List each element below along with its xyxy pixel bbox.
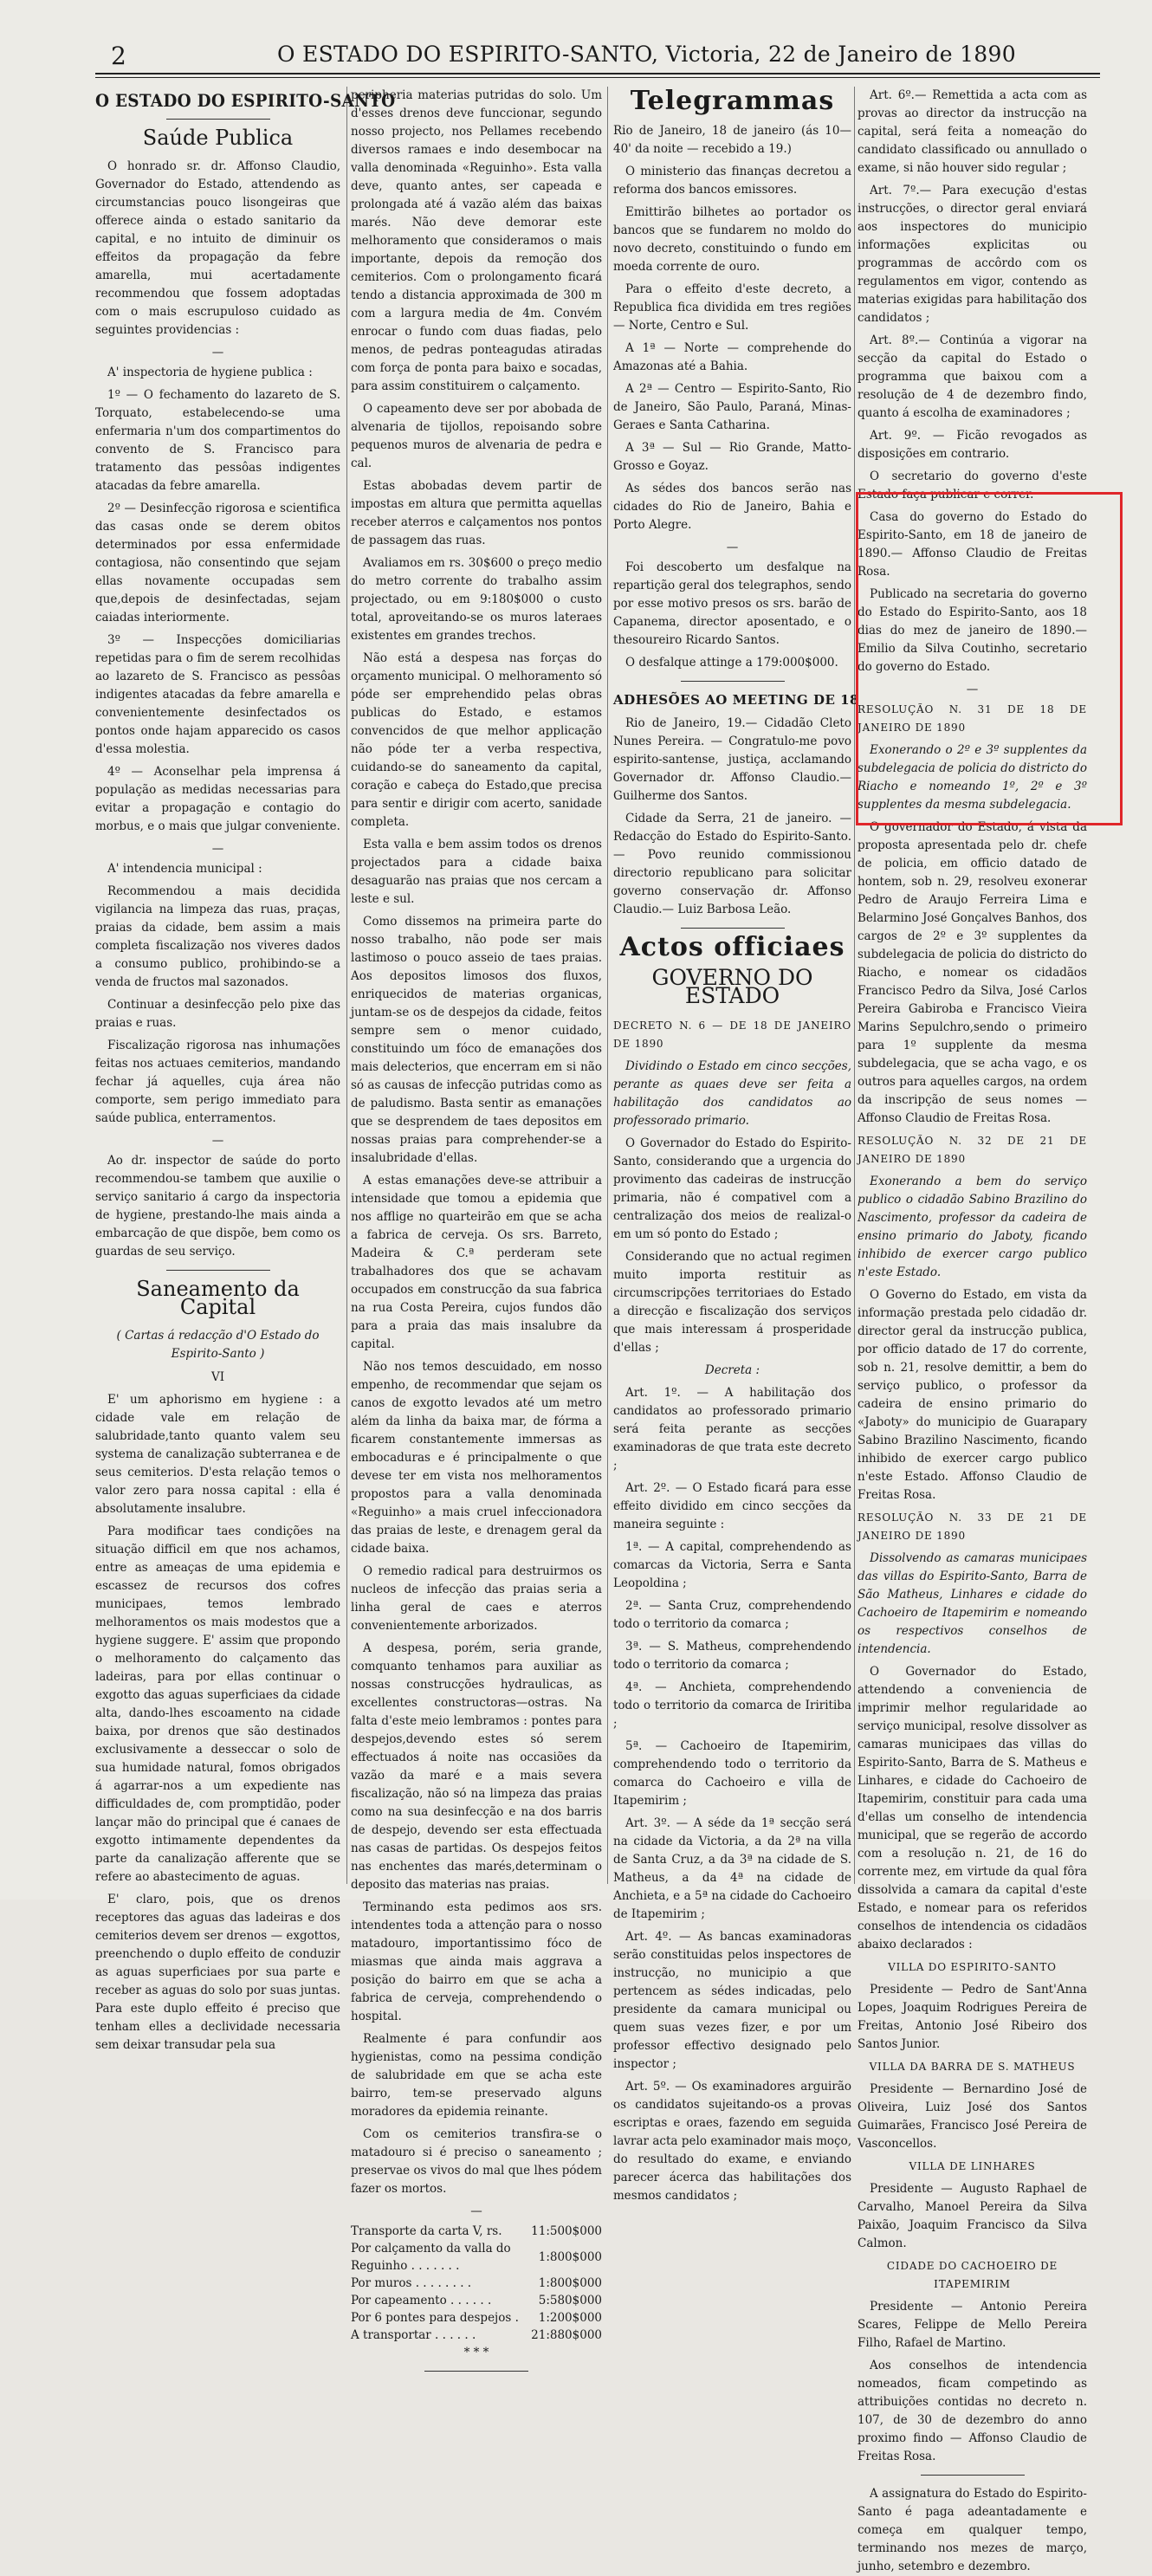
- article: Art. 5º. — Os examinadores arguirão os candidatos sujeitando-os a provas escriptas e oraes, fazendo em seguida lavrar acta pelo examinador mais moço, do resultado do exame, e enviando parecer ácerca das habilitações dos mesmos candidatos ;: [613, 2080, 851, 2203]
- paragraph: A despesa, porém, seria grande, comquanto tenhamos para auxiliar as nossas construcções hydraulicas, as excellentes constructoras—ostras. Na falta d'este meio lembramos : pontes para despejos,devendo estes só serem effectuados á noite nas occasiões da vazão da maré e a mais severa fiscalização, não só na limpeza das praias como na sua desinfecção e na dos barris de despejo, devendo ser esta effectuada nas casas de partidas. Os despejos feitos nas enchentes das marés,determinam o deposito das materias nas praias.: [351, 1641, 602, 1892]
- paragraph: O secretario do governo d'este Estado faça publicar e correr.: [858, 469, 1087, 502]
- column-2: [351, 87, 602, 2359]
- section-title: Actos officiaes: [619, 932, 845, 962]
- list-item: 2ª. — Santa Cruz, comprehendendo todo o territorio da comarca ;: [613, 1599, 851, 1631]
- list-item: 5ª. — Cachoeiro de Itapemirim, comprehendendo todo o territorio da comarca do Cachoeiro e villa de Itapemirim ;: [613, 1739, 851, 1808]
- table-row: [351, 2309, 602, 2327]
- paragraph: 4º — Aconselhar pela imprensa á população as medidas necessarias para evitar a propagação e contagio do morbus, e o mais que julgar conveniente.: [95, 765, 340, 833]
- ledger-value: 1:800$000: [538, 2276, 602, 2290]
- list-item: 1ª. — A capital, comprehendendo as comarcas da Victoria, Serra e Santa Leopoldina ;: [613, 1540, 851, 1590]
- divider: —: [211, 346, 224, 359]
- section-title: Telegrammas: [630, 86, 835, 116]
- divider: —: [470, 2204, 482, 2218]
- list-item: 4ª. — Anchieta, comprehendendo todo o territorio da comarca de Iriritiba ;: [613, 1680, 851, 1731]
- masthead: O ESTADO DO ESPIRITO-SANTO, Victoria, 22 de Janeiro de 1890: [277, 42, 1016, 67]
- section-title: Saneamento da Capital: [136, 1277, 300, 1319]
- list-item: 3ª. — S. Matheus, comprehendendo todo o territorio da comarca ;: [613, 1640, 851, 1672]
- paragraph: O Governo do Estado, em vista da informação prestada pelo cidadão dr. director geral da instrucção publica, por officio datado de 17 do corrente, sob n. 21, resolve demittir, a bem do serviço publico, o professor da cadeira de ensino primario do «Jaboty» do municipio de Guarapary Sabino Brazilino Nascimento, ficando inhibido de exercer cargo publico n'este Estado. Affonso Claudio de Freitas Rosa.: [858, 1288, 1087, 1502]
- paragraph: O Governador do Estado do Espirito-Santo, considerando que a urgencia do provimento das cadeiras de instrucção primaria, não é compativel com a centralização dos meios de realizal-o em um só ponto do Estado ;: [613, 1136, 851, 1241]
- ledger-value: 11:500$000: [531, 2224, 602, 2238]
- ledger-label: Por muros . . . . . . . .: [351, 2276, 472, 2290]
- paragraph: Foi descoberto um desfalque na repartição geral dos telegraphos, sendo por esse motivo presos os srs. barão de Capanema, director aposentado, e o thesoureiro Ricardo Santos.: [613, 560, 851, 647]
- paragraph: E' claro, pois, que os drenos receptores das aguas das ladeiras e dos cemiterios devem ser drenos — exgottos, preenchendo o duplo effeito de conduzir as aguas superficiaes por sua parte e receber as aguas do solo por suas juntas. Para este duplo effeito é preciso que tenham elles a declividade necessaria sem deixar transudar pela sua: [95, 1893, 340, 2052]
- decree-label: Decreta :: [704, 1363, 760, 1377]
- ledger-label: Por calçamento da valla do Reguinho . . . . . . .: [351, 2242, 511, 2273]
- stars-separator: * * *: [463, 2346, 489, 2359]
- paragraph: Para modificar taes condições na situação difficil em que nos achamos, entre as ameaças de uma epidemia e escassez de recursos dos cofres municipaes, temos lembrado melhoramentos os mais modestos que a hygiene suggere. E' assim que propondo o melhoramento do calçamento das ladeiras, para por ellas continuar o exgotto das aguas superficiaes da cidade alta, dando-lhes escoamento na cidade baixa, por drenos que são destinados exclusivamente a desseccar o solo de sua humidade natural, fomos obrigados á agarrar-nos a um expediente nas difficuldades de, com promptidão, poder lançar mão do principal que é canaes de exgotto intimamente dependentes da parte da canalização afferente que se refere ao abastecimento de aguas.: [95, 1524, 340, 1884]
- paragraph: A' inspectoria de hygiene publica :: [107, 366, 313, 379]
- ledger-value: 5:580$000: [538, 2294, 602, 2307]
- paragraph: A assignatura do Estado do Espirito-Santo é paga adeantadamente e começa em qualquer tempo, terminando nos mezes de março, junho, setembro e dezembro.: [858, 2487, 1087, 2573]
- column-4: [858, 87, 1087, 2573]
- paragraph: Terminando esta pedimos aos srs. intendentes toda a attenção para o nosso matadouro, importantissimo fóco de miasmas que ainda mais aggrava a posição do bairro em que se acha a fabrica de cerveja, comprehendendo o hospital.: [351, 1900, 602, 2023]
- paragraph: E' um aphorismo em hygiene : a cidade vale em relação de salubridade,tanto quanto valem seu systema de canalização subterranea e de seus cemiterios. D'esta relação temos o valor zero para nossa capital : ella é absolutamente insalubre.: [95, 1393, 340, 1516]
- paper-title: O ESTADO DO ESPIRITO-SANTO: [95, 90, 396, 111]
- decree-summary: Dividindo o Estado em cinco secções, perante as quaes deve ser feita a habilitação dos candidatos ao professorado primario.: [613, 1059, 851, 1128]
- page-header: [95, 38, 1091, 73]
- resolution-heading: RESOLUÇÃO N. 33 DE 21 DE JANEIRO DE 1890: [858, 1511, 1087, 1542]
- resolution-summary: Exonerando a bem do serviço publico o cidadão Sabino Brazilino do Nascimento, professor da cadeira de ensino primario do Jaboty, ficando inhibido de exercer cargo publico n'este Estado.: [858, 1175, 1087, 1279]
- paragraph: Como dissemos na primeira parte do nosso trabalho, não pode ser mais lastimoso o pouco asseio de taes praias. Aos depositos limosos dos fluxos, enriquecidos de materias organicas, juntam-se os de despejos da cidade, feitos sempre sem o menor cuidado, constituindo um fóco de emanações dos mais delecterios, que encerram em si não só as causas de infecção putridas como as de paludismo. Basta sentir as emanações que se desprendem de taes depositos em nossas praias para comprehender-se a insalubridade d'ellas.: [351, 915, 602, 1165]
- paragraph: A' intendencia municipal :: [107, 862, 262, 876]
- divider: [681, 928, 785, 929]
- paragraph: O Governador do Estado, attendendo a conveniencia de imprimir melhor regularidade ao serviço municipal, resolve dissolver as camaras municipaes das villas do Espirito-Santo, Barra de S. Matheus e Linhares, e cidade do Cachoeiro de Itapemirim, constituir para cada uma d'ellas um conselho de intendencia municipal, que se regerão de accordo com a resolução n. 21, de 16 do corrente mez, em virtude da qual fôra dissolvida a camara da capital d'este Estado, e nomear para os referidos conselhos de intendencia os cidadãos abaixo declarados :: [858, 1665, 1087, 1951]
- paragraph: As sédes dos bancos serão nas cidades do Rio de Janeiro, Bahia e Porto Alegre.: [613, 482, 851, 532]
- ledger-label: Transporte da carta V, rs.: [351, 2224, 502, 2238]
- resolution-heading: RESOLUÇÃO N. 31 DE 18 DE JANEIRO DE 1890: [858, 703, 1087, 734]
- paragraph: Rio de Janeiro, 19.— Cidadão Cleto Nunes Pereira. — Congratulo-me povo espirito-santense, justiça, acclamando Governador dr. Affonso Claudio.— Guilherme dos Santos.: [613, 716, 851, 803]
- paragraph: Recommendou a mais decidida vigilancia na limpeza das ruas, praças, praias da cidade, bem assim a mais completa fiscalização nos viveres dados a consumo publico, prohibindo-se a venda de fructos mal sazonados.: [95, 884, 340, 989]
- paragraph: A estas emanações deve-se attribuir a intensidade que tomou a epidemia que nos afflige no quarteirão em que se acha a fabrica de cerveja. Os srs. Barreto, Madeira & C.ª perderam sete trabalhadores dos que se achavam occupados em construcção da sua fabrica na rua Costa Pereira, cujos fundos dão para a praia das mais insalubre da capital.: [351, 1174, 602, 1351]
- table-row: [351, 2240, 602, 2275]
- article: Art. 9º. — Ficão revogados as disposições em contrario.: [858, 429, 1087, 461]
- ledger-label: Por capeamento . . . . . .: [351, 2294, 492, 2307]
- divider: —: [211, 1134, 224, 1148]
- paragraph: A 3ª — Sul — Rio Grande, Matto-Grosso e Goyaz.: [613, 441, 851, 473]
- paragraph: Casa do governo do Estado do Espirito-Santo, em 18 de janeiro de 1890.— Affonso Claudio de Freitas Rosa.: [858, 510, 1087, 579]
- decree-heading: DECRETO N. 6 — DE 18 DE JANEIRO DE 1890: [613, 1019, 851, 1050]
- highlight-box: [856, 492, 1123, 825]
- roman-numeral: VI: [210, 1370, 225, 1384]
- paragraph: A 2ª — Centro — Espirito-Santo, Rio de Janeiro, São Paulo, Paraná, Minas-Geraes e Santa Catharina.: [613, 382, 851, 432]
- article: Art. 4º. — As bancas examinadoras serão constituidas pelos inspectores de instrucção, no municipio a que pertencem as sédes indicadas, pelo presidente da camara municipal ou quem suas vezes fizer, e por um professor effectivo designado pelo inspector ;: [613, 1930, 851, 2071]
- section-subtitle: GOVERNO DO ESTADO: [651, 965, 813, 1008]
- paragraph: Não nos temos descuidado, em nosso empenho, de recommendar que sejam os canos de exgotto levados até um metro além da linha da baixa mar, de fórma a ficarem constantemente immersas as embocaduras e é principalmente o que devese ter em vista nos melhoramentos propostos para a valla denominada «Reguinho» a mais cruel infeccionadora das praias de leste, e drenagem geral da cidade baixa.: [351, 1360, 602, 1556]
- paragraph: Avaliamos em rs. 30$600 o preço medio do metro corrente do trabalho assim projectado, ou em 9:180$000 o custo total, aproveitando-se os muros lateraes existentes em grandes trechos.: [351, 556, 602, 643]
- paragraph: peripheria materias putridas do solo. Um d'esses drenos deve funccionar, segundo nosso projecto, nos Pellames recebendo diversos ramaes e indo desembocar na valla denominada «Reguinho». Esta valla deve, quanto antes, ser capeada e prolongada até á vazão além das baixas marés. Não deve demorar este melhoramento que consideramos o mais importante, depois da remoção dos cemiterios. Com o prolongamento ficará tendo a distancia approximada de 300 m com a largura media de 4m. Convém enrocar o fundo com duas fiadas, pelo menos, de pedras ponteagudas atiradas com força de ponta para baixo e socadas, para assim constituirem o calçamento.: [351, 88, 602, 393]
- caption: ( Cartas á redacção d'O Estado do Espirito-Santo ): [116, 1329, 320, 1361]
- divider: [921, 2475, 1025, 2476]
- paragraph: Não está a despesa nas forças do orçamento municipal. O melhoramento só póde ser emprehendido pelas obras publicas do Estado, e estamos convencidos de que melhor applicação não póde ter a verba respectiva, cuidando-se do saneamento da capital, coração e cabeça do Estado,que precisa para sentir e dirigir com acerto, sanidade completa.: [351, 651, 602, 829]
- ledger-table: [351, 2223, 602, 2344]
- article: Art. 7º.— Para execução d'estas instrucções, o director geral enviará aos inspectores do municipio informações explicitas ou programmas de accôrdo com os regulamentos em vigor, contendo as materias exigidas para habilitação dos candidatos ;: [858, 184, 1087, 325]
- ledger-value: 21:880$000: [531, 2328, 602, 2342]
- header-rule-thin: [95, 77, 1100, 78]
- paragraph: Fiscalização rigorosa nas inhumações feitas nos actuaes cemiterios, mandando fechar já aquelles, cuja área não comporte, sem perigo immediato para saúde publica, enterramentos.: [95, 1039, 340, 1125]
- council-heading: VILLA DA BARRA DE S. MATHEUS: [869, 2061, 1076, 2073]
- table-row: [351, 2327, 602, 2344]
- paragraph: Presidente — Bernardino José de Oliveira, Luiz José dos Santos Guimarães, Francisco José Pereira de Vasconcellos.: [858, 2082, 1087, 2151]
- paragraph: Emittirão bilhetes ao portador os bancos que se fundarem no moldo do novo decreto, constituindo o fundo em moeda corrente de ouro.: [613, 205, 851, 274]
- article: Art. 1º. — A habilitação dos candidatos ao professorado primario será feita perante as secções examinadoras de que trata este decreto ;: [613, 1386, 851, 1472]
- paragraph: Presidente — Pedro de Sant'Anna Lopes, Joaquim Rodrigues Pereira de Freitas, Antonio José Ribeiro dos Santos Junior.: [858, 1983, 1087, 2051]
- telegram-heading: Rio de Janeiro, 18 de janeiro (ás 10—40' da noite — recebido a 19.): [613, 124, 851, 156]
- paragraph: 3º — Inspecções domiciliarias repetidas para o fim de serem recolhidas ao lazareto de S. Francisco as pessôas indigentes atacadas da febre amarella e convenientemente desinfectados os pontos onde hajam apparecido os casos d'essa molestia.: [95, 633, 340, 756]
- council-heading: CIDADE DO CACHOEIRO DE ITAPEMIRIM: [886, 2260, 1058, 2290]
- column-3: [613, 86, 859, 2203]
- paragraph: O governador do Estado, á vista da proposta apresentada pelo dr. chefe de policia, em officio datado de hontem, sob n. 29, resolveu exonerar Pedro de Araujo Ferreira Lima e Belarmino José Gonçalves Banhos, dos cargos de 2º e 3º supplentes da subdelegacia de policia do districto do Riacho, e nomear os cidadãos Francisco Pedro da Silva, José Carlos Pereira Gabiroba e Francisco Vieira Marins Sepulchro,sendo o primeiro para 1º supplente da mesma subdelegacia, que se acha vago, e os outros para aquelles cargos, na ordem da inscripção de seus nomes — Affonso Claudio de Freitas Rosa.: [858, 820, 1087, 1125]
- article: Art. 6º.— Remettida a acta com as provas ao director da instrucção na capital, será feita a nomeação do candidato classificado ou annullado o exame, si não houver sido regular ;: [858, 88, 1087, 175]
- paragraph: Publicado na secretaria do governo do Estado do Espirito-Santo, aos 18 dias do mez de janeiro de 1890.— Emilio da Silva Coutinho, secretario do governo do Estado.: [858, 587, 1087, 674]
- divider: [166, 1270, 270, 1272]
- table-row: [351, 2292, 602, 2309]
- column-divider: [607, 87, 608, 1884]
- ledger-value: 1:800$000: [538, 2250, 602, 2264]
- paragraph: Realmente é para confundir aos hygienistas, como na pessima condição de salubridade em que se acha este bairro, tem-se preservado alguns moradores da epidemia reinante.: [351, 2032, 602, 2119]
- resolution-summary: Dissolvendo as camaras municipaes das villas do Espirito-Santo, Barra de São Matheus, Linhares e cidade do Cachoeiro de Itapemirim e nomeando os respectivos conselhos de intendencia.: [858, 1551, 1087, 1656]
- paragraph: Com os cemiterios transfira-se o matadouro si é preciso o saneamento ; preservae os vivos do mal que lhes pódem fazer os mortos.: [351, 2127, 602, 2196]
- ledger-label: Por 6 pontes para despejos .: [351, 2311, 519, 2325]
- paragraph: Estas abobadas devem partir de impostas em altura que permitta aquellas receber aterros e calçamentos nos pontos de passagem das ruas.: [351, 479, 602, 547]
- council-heading: VILLA DO ESPIRITO-SANTO: [888, 1961, 1057, 1973]
- paragraph: 1º — O fechamento do lazareto de S. Torquato, estabelecendo-se uma enfermaria n'um dos compartimentos do convento de S. Francisco para tratamento das pessôas indigentes atacadas da febre amarella.: [95, 388, 340, 493]
- header-rule: [95, 73, 1100, 74]
- paragraph: Cidade da Serra, 21 de janeiro. — Redacção do Estado do Espirito-Santo. — Povo reunido commissionou directorio republicano para solicitar governo conservação dr. Affonso Claudio.— Luiz Barbosa Leão.: [613, 812, 851, 916]
- divider: —: [211, 842, 224, 856]
- divider: —: [726, 540, 739, 554]
- section-title: Saúde Publica: [142, 126, 294, 150]
- paragraph: Esta valla e bem assim todos os drenos projectados para a cidade baixa desaguarão nas praias que nos cercam a leste e sul.: [351, 838, 602, 906]
- ledger-label: A transportar . . . . . .: [351, 2328, 476, 2342]
- paragraph: A 1ª — Norte — comprehende do Amazonas até a Bahia.: [613, 341, 851, 373]
- paragraph: Presidente — Antonio Pereira Scares, Felippe de Mello Pereira Filho, Rafael de Martino.: [858, 2300, 1087, 2350]
- column-divider: [346, 87, 347, 1884]
- paragraph: O capeamento deve ser por abobada de alvenaria de tijollos, repoisando sobre pequenos muros de alvenaria de pedra e cal.: [351, 402, 602, 470]
- article: Art. 2º. — O Estado ficará para esse effeito dividido em cinco secções da maneira seguinte :: [613, 1481, 851, 1531]
- paragraph: Aos conselhos de intendencia nomeados, ficam competindo as attribuições contidas no decreto n. 107, de 30 de dezembro do anno proximo findo — Affonso Claudio de Freitas Rosa.: [858, 2359, 1087, 2463]
- paragraph: Para o effeito d'este decreto, a Republica fica dividida em tres regiões — Norte, Centro e Sul.: [613, 282, 851, 333]
- resolution-heading: RESOLUÇÃO N. 32 DE 21 DE JANEIRO DE 1890: [858, 1135, 1087, 1165]
- column-divider: [854, 87, 855, 1884]
- divider: [166, 119, 270, 120]
- article: Art. 3º. — A séde da 1ª secção será na cidade da Victoria, a da 2ª na villa de Santa Cruz, a da 3ª na cidade de S. Matheus, a da 4ª na cidade de Anchieta, e a 5ª na cidade do Cachoeiro de Itapemirim ;: [613, 1816, 851, 1921]
- paragraph: O ministerio das finanças decretou a reforma dos bancos emissores.: [613, 165, 851, 197]
- divider: [681, 681, 785, 683]
- column-1: [95, 87, 396, 2052]
- article: Art. 8º.— Continúa a vigorar na secção da capital do Estado o programma que baixou com a resolução de 4 de dezembro findo, quanto á escolha de examinadores ;: [858, 333, 1087, 420]
- council-heading: VILLA DE LINHARES: [909, 2160, 1036, 2172]
- table-row: [351, 2223, 602, 2240]
- paragraph: O remedio radical para destruirmos os nucleos de infecção das praias seria a linha geral de caes e aterros convenientemente arborizados.: [351, 1564, 602, 1633]
- paragraph: 2º — Desinfecção rigorosa e scientifica das casas onde se derem obitos determinados por essa enfermidade contagiosa, não consentindo que sejam ellas novamente occupadas sem que,depois de desinfectadas, sejam caiadas interiormente.: [95, 502, 340, 625]
- section-heading: ADHESÕES AO MEETING DE 18: [613, 692, 859, 708]
- paragraph: O desfalque attinge a 179:000$000.: [625, 656, 838, 670]
- paragraph: O honrado sr. dr. Affonso Claudio, Governador do Estado, attendendo as circumstancias pouco lisongeiras que offerece ainda o estado sanitario da capital, e no intuito de diminuir os effeitos da propagação da febre amarella, mui acertadamente recommendou que fossem adoptadas com o mais escrupuloso cuidado as seguintes providencias :: [95, 159, 340, 337]
- ledger-value: 1:200$000: [538, 2311, 602, 2325]
- paragraph: Considerando que no actual regimen muito importa restituir as circumscripções territoriaes do Estado a direcção e fiscalização dos serviços que mais interessam á prosperidade d'ellas ;: [613, 1250, 851, 1355]
- page-number: 2: [111, 42, 126, 70]
- divider: —: [966, 683, 979, 696]
- paragraph: Ao dr. inspector de saúde do porto recommendou-se tambem que auxilie o serviço sanitario á cargo da inspectoria de hygiene, prestando-lhe mais ainda a embarcação de que dispõe, bem como os guardas de seu serviço.: [95, 1154, 340, 1259]
- divider: [424, 2371, 528, 2372]
- paragraph: Presidente — Augusto Raphael de Carvalho, Manoel Pereira da Silva Paixão, Joaquim Francisco da Silva Calmon.: [858, 2182, 1087, 2250]
- paragraph: Continuar a desinfecção pelo pixe das praias e ruas.: [95, 998, 340, 1030]
- table-row: [351, 2275, 602, 2292]
- resolution-summary: Exonerando o 2º e 3º supplentes da subdelegacia de policia do districto do Riacho e nomeando 1º, 2º e 3º supplentes da mesma subdelegacia.: [858, 743, 1087, 812]
